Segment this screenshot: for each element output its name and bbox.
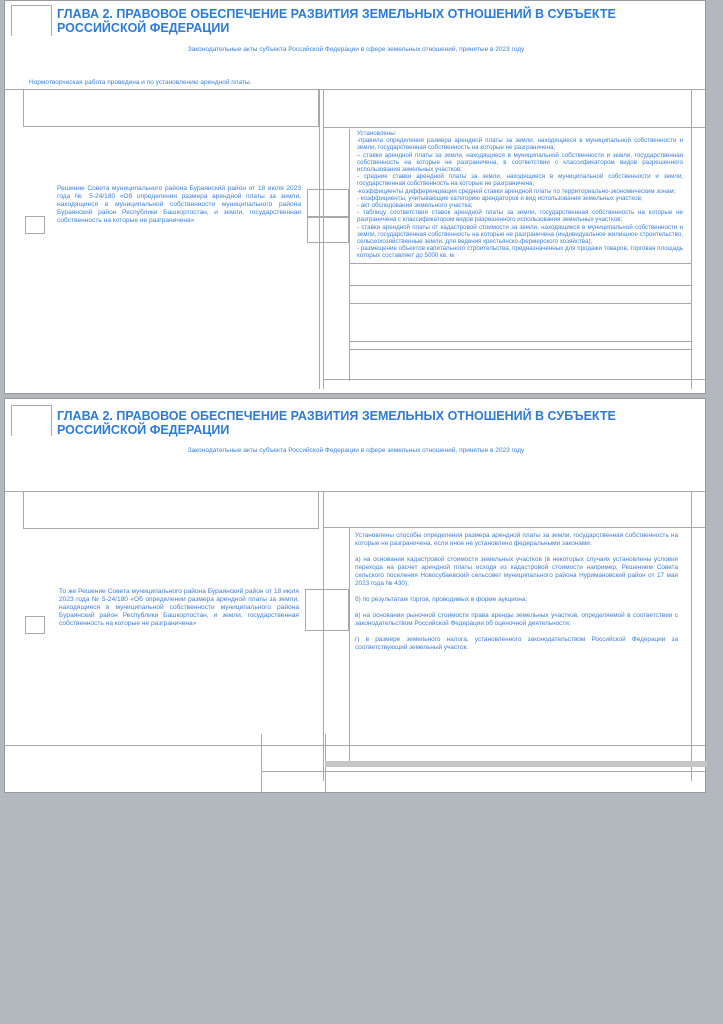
slide-2	[4, 398, 706, 793]
act-description: То же Решение Совета муниципального района Бураянский район от 18 июля 2023 года № 5-24/180 «Об определении размера арендной платы за земли, находящиеся в муниципальной собственности муниципального района Бураянский район Республики Башкортостан, и земли, государственная собственность на которые не разграничена»	[59, 588, 299, 627]
table-header-cell	[23, 89, 319, 127]
provision-item: г) в размере земельного налога, установленного законодательством Российской Федерации за соответствующий земельный участок.	[355, 636, 678, 651]
table-rule	[691, 89, 692, 389]
provision-item: б) по результатам торгов, проводимых в форме аукциона;	[355, 596, 528, 603]
provision-item: - размещение объектов капитального строительства, предназначенных для продажи товаров, торговая площадь которых составляет до 5000 кв. м.	[357, 245, 683, 260]
corner-decoration	[11, 5, 52, 36]
table-rule	[349, 263, 691, 264]
slide-note: Нормотворческая работа проведена и по установлению арендной платы.	[29, 79, 252, 86]
table-rule	[691, 491, 692, 781]
provision-item: - ставки арендной платы от кадастровой стоимости за земли, находящиеся в муниципальной собственности и земли, государственная собственность на которые не разграничена (индивидуальное жилищное строительство, сельскохозяйственные земли, для ведения крестьянско-фермерского хозяйства);	[357, 223, 683, 246]
table-rule	[261, 771, 707, 772]
provision-item: - средние ставки арендной платы за земли, находящиеся в муниципальной собственности и земли, государственная собственность на которые не разграничена;	[357, 173, 683, 188]
table-rule	[5, 745, 707, 746]
provision-item: в) на основании рыночной стоимости права аренды земельных участков, определяемой в соответствии с законодательством Российской Федерации об оценочной деятельности;	[355, 612, 678, 627]
table-rule	[349, 129, 350, 381]
provision-item: -правила определения размера арендной платы за земли, находящиеся в муниципальной собственности и земли, государственная собственность на которые не разграничена;	[357, 137, 683, 152]
table-rule	[349, 341, 691, 342]
table-header-cell	[23, 491, 319, 529]
provision-item: Установлены способы определения размера арендной платы за земли, государственная собственность на которые не разграничена, если иное не установлено федеральными законами:	[355, 532, 678, 547]
act-provisions	[355, 532, 678, 660]
provision-item: -коэффициенты дифференциации средней ставки арендной платы по территориально-экономическим зонам;	[357, 187, 676, 195]
act-description: Решение Совета муниципального района Бураянский район от 18 июля 2023 года № 5-24/180 «Об определении размера арендной платы за земли, находящиеся в муниципальной собственности муниципального района Бураянский район Республики Башкортостан, и земли, государственная собственность на которые не разграничена»	[57, 185, 301, 224]
table-rule	[349, 527, 350, 767]
provision-item: – ставки арендной платы за земли, находящиеся в муниципальной собственности и земли, государственная собственность на которые не разграничена, в соответствии с классификатором видов разрешенного использования земельных участков;	[357, 151, 683, 174]
table-rule	[323, 127, 707, 128]
table-cell	[305, 589, 349, 631]
table-rule	[349, 285, 691, 286]
table-rule	[323, 379, 707, 380]
table-rule	[323, 491, 324, 781]
slide-subtitle: Законодательные акты субъекта Российской Федерации в сфере земельных отношений, принятые в 2023 году	[187, 447, 525, 454]
provision-item: - таблицу соответствия ставок арендной платы за земли, государственная собственность на которые не разграничена с классификатором видов разрешенного использования земельных участков;	[357, 209, 683, 224]
table-cell	[307, 217, 349, 243]
footer-band	[325, 761, 707, 767]
row-checkbox[interactable]	[25, 216, 45, 234]
provision-item: - коэффициенты, учитывающие категорию арендаторов и вид использования земельных участков;	[357, 194, 643, 202]
corner-decoration	[11, 405, 52, 436]
slide-subtitle: Законодательные акты субъекта Российской Федерации в сфере земельных отношений, принятые в 2023 году	[187, 46, 525, 53]
table-cell	[307, 189, 349, 217]
act-provisions	[357, 130, 683, 260]
slide-title: ГЛАВА 2. ПРАВОВОЕ ОБЕСПЕЧЕНИЕ РАЗВИТИЯ ЗЕМЕЛЬНЫХ ОТНОШЕНИЙ В СУБЪЕКТЕ РОССИЙСКОЙ ФЕДЕРАЦИИ	[57, 7, 616, 35]
provision-item: Установлены:	[357, 130, 397, 137]
provision-item: - акт обследования земельного участка;	[357, 202, 473, 210]
slide-title: ГЛАВА 2. ПРАВОВОЕ ОБЕСПЕЧЕНИЕ РАЗВИТИЯ ЗЕМЕЛЬНЫХ ОТНОШЕНИЙ В СУБЪЕКТЕ РОССИЙСКОЙ ФЕДЕРАЦИИ	[57, 409, 616, 437]
table-rule	[349, 349, 691, 350]
row-checkbox[interactable]	[25, 616, 45, 634]
table-rule	[323, 527, 707, 528]
slide-1	[4, 0, 706, 394]
provision-item: а) на основании кадастровой стоимости земельных участков (в некоторых случаях установлены условия перехода на расчет арендной платы исходя из кадастровой стоимости например, Решением Совета сельского поселения Новосубаевский сельсовет муниципального района Нуримановский район от 17 мая 2023 года № 430);	[355, 556, 678, 587]
table-rule	[349, 303, 691, 304]
table-rule	[261, 734, 262, 794]
